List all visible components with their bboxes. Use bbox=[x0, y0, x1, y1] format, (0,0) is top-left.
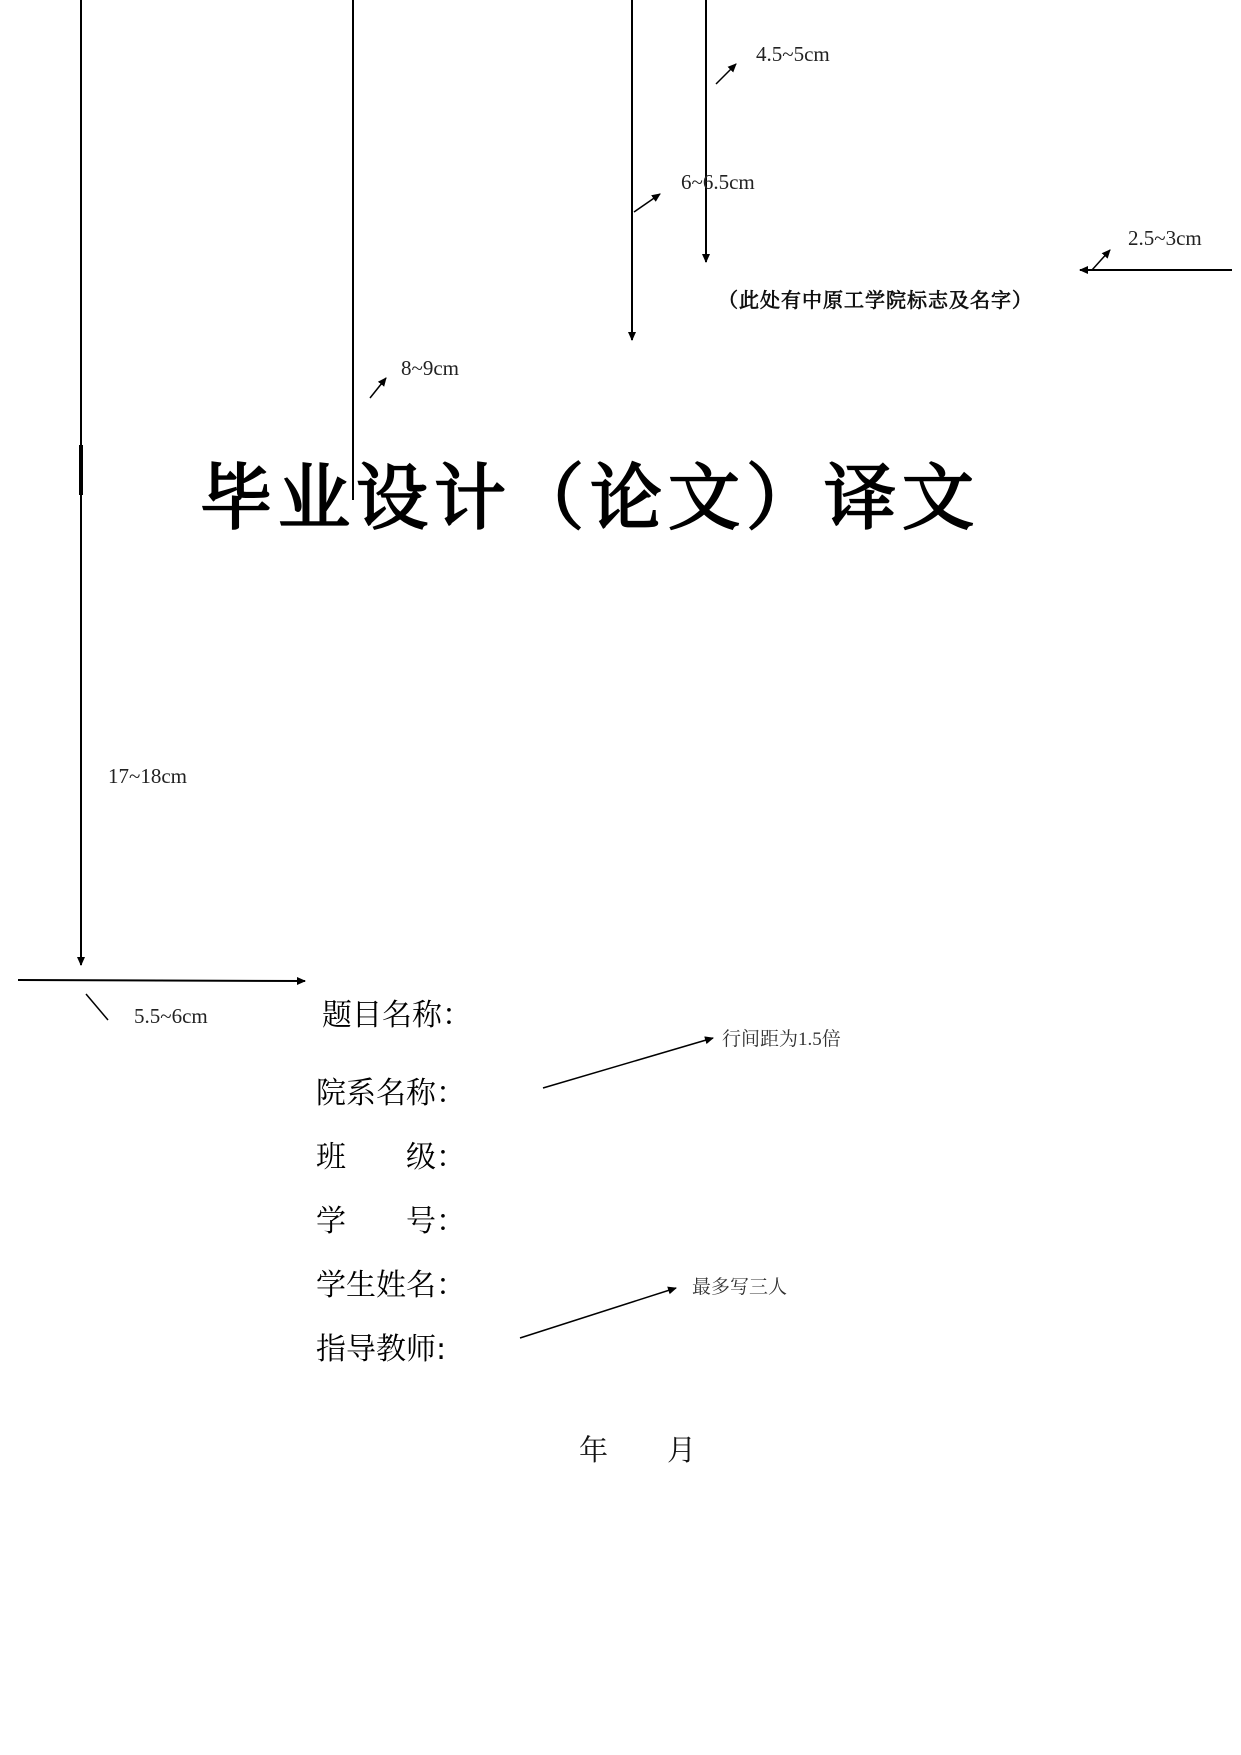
line-spacing-note: 行间距为1.5倍 bbox=[722, 1029, 841, 1050]
leader-line-spacing bbox=[543, 1038, 713, 1088]
label-17-18cm: 17~18cm bbox=[108, 764, 188, 788]
leader-4-5-5cm bbox=[716, 64, 736, 84]
field-advisor-label: 指导教师: bbox=[316, 1332, 447, 1367]
date-year: 年 bbox=[579, 1433, 609, 1467]
field-topic-label: 题目名称： bbox=[322, 998, 472, 1033]
leader-max-three bbox=[520, 1288, 676, 1338]
logo-placeholder-note: （此处有中原工学院标志及名字） bbox=[718, 288, 1033, 312]
leader-8-9cm bbox=[370, 378, 386, 398]
label-5-5-6cm: 5.5~6cm bbox=[134, 1004, 208, 1028]
label-4-5-5cm: 4.5~5cm bbox=[756, 42, 830, 66]
label-8-9cm: 8~9cm bbox=[401, 356, 460, 380]
page-title: 毕业设计（论文）译文 bbox=[200, 456, 981, 540]
label-6-6-5cm: 6~6.5cm bbox=[681, 170, 755, 194]
leader-5-5-6cm bbox=[86, 994, 108, 1020]
date-month: 月 bbox=[667, 1433, 697, 1467]
label-2-5-3cm: 2.5~3cm bbox=[1128, 226, 1202, 250]
leader-6-6-5cm bbox=[634, 194, 660, 212]
field-student-name-label: 学生姓名： bbox=[316, 1268, 466, 1303]
field-student-id-label: 学 号： bbox=[316, 1204, 466, 1239]
field-class-label: 班 级： bbox=[316, 1140, 466, 1175]
leader-2-5-3cm bbox=[1092, 250, 1110, 270]
field-department-label: 院系名称： bbox=[316, 1076, 466, 1111]
max-three-note: 最多写三人 bbox=[692, 1277, 788, 1298]
guide-5-5-6cm bbox=[18, 980, 305, 981]
